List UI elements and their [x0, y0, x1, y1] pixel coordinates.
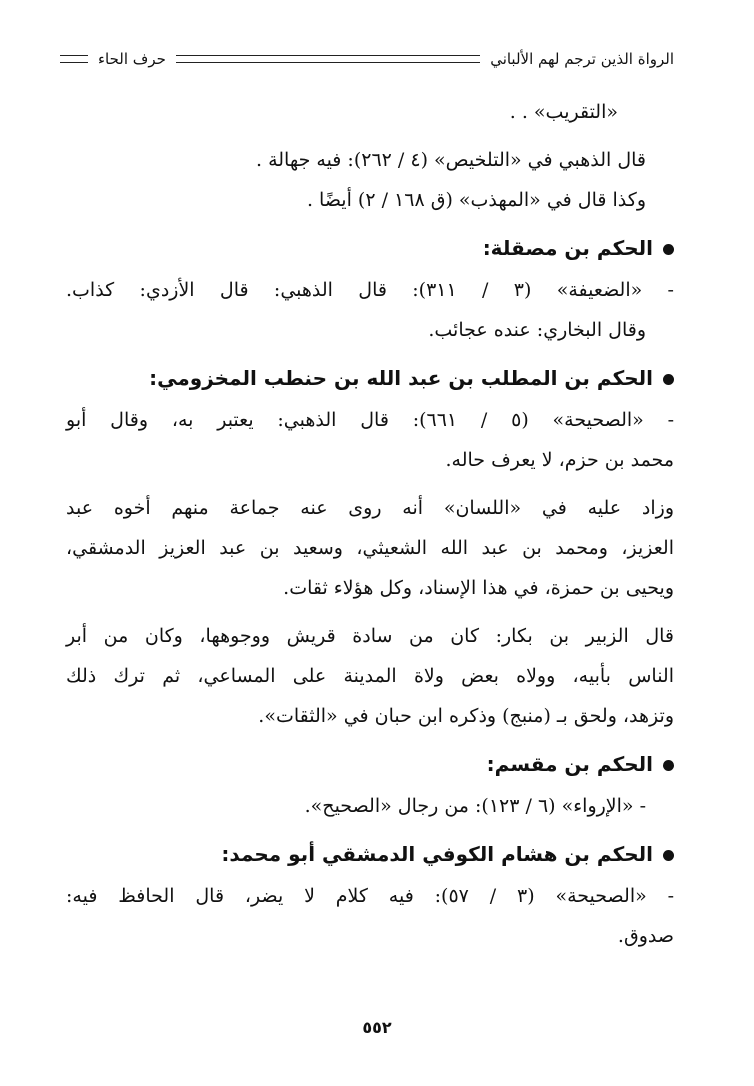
- text-line: وتزهد، ولحق بـ (منبج) وذكره ابن حبان في «الثقات».: [258, 705, 674, 727]
- header-rule: [176, 55, 480, 63]
- text-line: وقال البخاري: عنده عجائب.: [428, 319, 646, 341]
- page-number: ٥٥٢: [362, 1018, 392, 1037]
- book-title: الرواة الذين ترجم لهم الألباني: [490, 50, 674, 68]
- running-header: [60, 44, 674, 74]
- bullet-icon: [663, 760, 674, 771]
- text-line: وكذا قال في «المهذب» (ق ١٦٨ / ٢) أيضًا .: [306, 189, 646, 211]
- entry-heading: الحكم بن هشام الكوفي الدمشقي أبو محمد:: [66, 832, 674, 876]
- text-line: «التقريب» . .: [509, 101, 618, 123]
- header-rule-end: [60, 55, 88, 63]
- text-line: ويحيى بن حمزة، في هذا الإسناد، وكل هؤلاء ثقات.: [283, 577, 674, 599]
- text-line: - «الإرواء» (٦ / ١٢٣): من رجال «الصحيح».: [304, 795, 646, 817]
- entry-heading: الحكم بن مصقلة:: [66, 226, 674, 270]
- bullet-icon: [663, 850, 674, 861]
- text-line: - «الصحيحة» (٣ / ٥٧): فيه كلام لا يضر، قال الحافظ فيه:: [66, 885, 674, 907]
- chapter-title: حرف الحاء: [98, 50, 166, 68]
- text-line: العزيز، ومحمد بن عبد الله الشعيثي، وسعيد بن عبد العزيز الدمشقي،: [66, 537, 674, 559]
- bullet-icon: [663, 244, 674, 255]
- bullet-icon: [663, 374, 674, 385]
- text-line: الناس بأبيه، وولاه بعض ولاة المدينة على المساعي، ثم ترك ذلك: [66, 665, 674, 687]
- text-line: محمد بن حزم، لا يعرف حاله.: [445, 449, 674, 471]
- text-line: قال الزبير بن بكار: كان من سادة قريش ووجوهها، وكان من أبر: [66, 625, 674, 647]
- text-line: - «الصحيحة» (٥ / ٦٦١): قال الذهبي: يعتبر به، وقال أبو: [66, 409, 674, 431]
- text-line: صدوق.: [617, 925, 674, 947]
- text-line: قال الذهبي في «التلخيص» (٤ / ٢٦٢): فيه جهالة .: [256, 149, 646, 171]
- entry-heading: الحكم بن المطلب بن عبد الله بن حنطب المخزومي:: [66, 356, 674, 400]
- text-line: - «الضعيفة» (٣ / ٣١١): قال الذهبي: قال الأزدي: كذاب.: [66, 279, 674, 301]
- text-line: وزاد عليه في «اللسان» أنه روى عنه جماعة منهم أخوه عبد: [66, 497, 674, 519]
- entry-heading: الحكم بن مقسم:: [66, 742, 674, 786]
- page-body: [66, 92, 674, 956]
